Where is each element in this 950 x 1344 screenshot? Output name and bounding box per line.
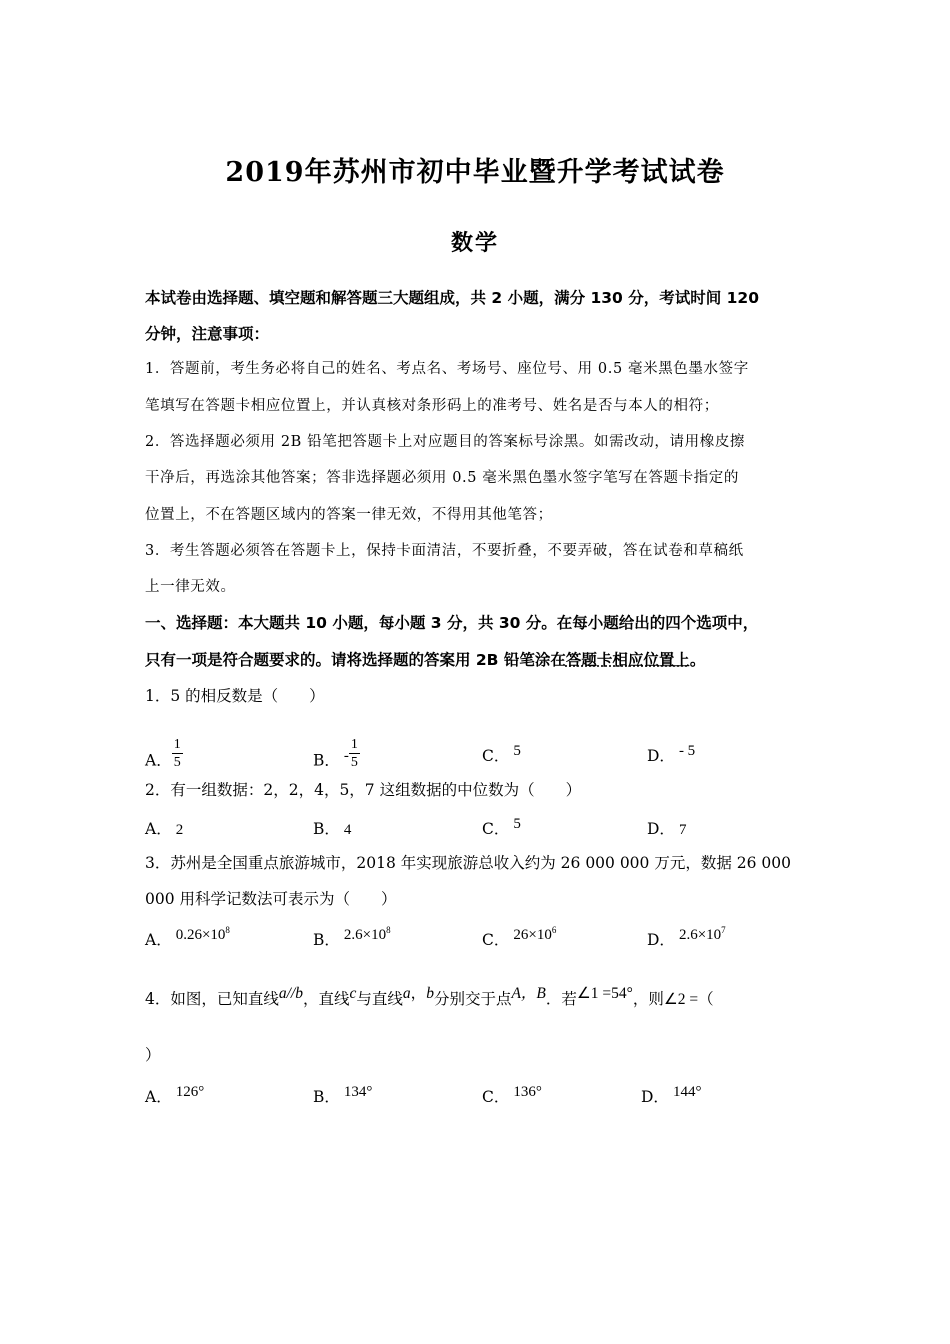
q3-option-d (647, 925, 726, 950)
q2-option-a (145, 817, 183, 839)
q1-option-b-fraction (349, 736, 360, 771)
q1-option-b-denominator: 5 (350, 755, 358, 770)
notice-1-line-2: 笔填写在答题卡相应位置上，并认真核对条形码上的准考号、姓名是否与本人的相符； (145, 398, 719, 414)
notice-3-line-2: 上一律无效。 (145, 579, 236, 595)
q3-option-a-value (176, 927, 230, 943)
q4-option-c (482, 1085, 542, 1107)
q4-angle-2: ∠2 = (663, 991, 699, 1008)
q4-stem-mid-5: ，则 (632, 990, 664, 1008)
q4-option-b-value: 134° (343, 1084, 373, 1100)
q3-option-c (482, 925, 557, 950)
q4-option-c-value: 136° (513, 1084, 542, 1100)
q3-option-b-exponent: 8 (386, 925, 391, 935)
q4-stem-mid-1: ，直线 (303, 990, 350, 1008)
notice-2-line-3: 位置上，不在答题区域内的答案一律无效，不得用其他笔答； (145, 507, 553, 523)
notice-2-line-2: 干净后，再选涂其他答案；答非选择题必须用 0.5 毫米黑色墨水签字笔写在答题卡指定的 (145, 470, 739, 486)
q4-stem-line-1 (145, 984, 810, 1010)
notice-1-line-1: 1．答题前，考生务必将自己的姓名、考点名、考场号、座位号、用 0.5 毫米黑色墨水签字 (145, 361, 749, 377)
q3-option-b-value (344, 927, 391, 943)
q4-parallel-lines: a//b (278, 985, 303, 1002)
q1-option-d (647, 744, 695, 766)
intro-line-1: 本试卷由选择题、填空题和解答题三大题组成，共 2 小题，满分 130 分，考试时间 120 (145, 289, 759, 307)
q4-stem-mid-4: ．若 (545, 990, 577, 1008)
section-1-line-2-pre: 只有一项是符合题要求的。请将选择题的答案用 2B 铅笔涂在 (145, 651, 566, 669)
q4-line-b: b (426, 985, 434, 1002)
q3-option-b-base: 2.6×10 (343, 927, 387, 943)
q3-option-a-label: A． (145, 931, 172, 949)
q3-option-c-label: C． (482, 931, 510, 949)
q1-option-c-value: 5 (513, 743, 521, 759)
q4-option-c-label: C． (482, 1088, 510, 1106)
q1-option-b-label: B． (313, 751, 340, 770)
q4-option-d (641, 1085, 701, 1107)
q4-stem-comma: ， (410, 984, 427, 1002)
q2-option-d (647, 817, 686, 839)
q3-option-a-base: 0.26×10 (175, 927, 226, 943)
notice-3-line-1: 3．考生答题必须答在答题卡上，保持卡面清洁，不要折叠，不要弄破，答在试卷和草稿纸 (145, 543, 744, 559)
notice-2-line-1: 2．答选择题必须用 2B 铅笔把答题卡上对应题目的答案标号涂黑。如需改动，请用橡皮擦 (145, 434, 746, 450)
q1-option-c (482, 744, 521, 766)
q4-points: A，B (511, 985, 546, 1002)
q2-option-c-value: 5 (513, 816, 521, 832)
q3-option-a-exponent: 8 (225, 925, 230, 935)
q4-stem-mid-2: 与直线 (356, 990, 403, 1008)
q2-option-d-value: 7 (678, 822, 687, 838)
q1-option-a (145, 737, 183, 779)
q2-option-b-value: 4 (343, 822, 352, 838)
q4-option-a-label: A． (145, 1088, 172, 1106)
q1-option-a-denominator: 5 (173, 755, 181, 770)
q1-option-b (313, 737, 360, 779)
q3-option-d-value (679, 927, 726, 943)
q3-option-d-base: 2.6×10 (678, 927, 722, 943)
q3-option-c-exponent: 6 (551, 925, 557, 935)
q3-option-c-value (513, 927, 556, 943)
q3-option-d-exponent: 7 (721, 925, 726, 935)
q4-stem-mid-3: 分别交于点 (433, 990, 512, 1008)
q4-option-a (145, 1085, 204, 1107)
q1-option-b-sign: - (343, 747, 349, 764)
q1-option-c-label: C． (482, 747, 510, 765)
q2-option-a-label: A． (145, 820, 172, 838)
exam-title: 2019年苏州市初中毕业暨升学考试试卷 (225, 157, 725, 188)
q1-stem: 1．5 的相反数是（ ） (145, 687, 325, 705)
q3-option-b-label: B． (313, 931, 340, 949)
section-1-line-2-post: 。 (689, 651, 706, 669)
q3-option-d-label: D． (647, 931, 675, 949)
q2-option-b (313, 817, 351, 839)
intro-line-2: 分钟，注意事项： (145, 325, 270, 343)
q4-option-b-label: B． (313, 1088, 340, 1106)
q2-option-c-label: C． (482, 820, 510, 838)
section-1-line-1: 一、选择题：本大题共 10 小题，每小题 3 分，共 30 分。在每小题给出的四个选项中， (145, 614, 759, 632)
q1-option-a-label: A． (145, 751, 172, 770)
q3-option-b (313, 925, 391, 950)
q1-option-d-label: D． (647, 747, 675, 765)
subject-title: 数学 (450, 230, 499, 256)
q4-option-d-label: D． (641, 1088, 669, 1106)
q3-stem-line-2: 000 用科学记数法可表示为（ ） (145, 890, 397, 908)
q2-option-d-label: D． (647, 820, 675, 838)
q2-option-c (482, 817, 521, 839)
q4-option-b (313, 1085, 372, 1107)
q3-option-c-base: 26×10 (513, 927, 552, 943)
q4-stem-open-paren: （ (698, 990, 714, 1008)
section-1-line-2-emphasis: 答题卡相应位置上 (565, 651, 690, 669)
q4-stem-pre: 4．如图，已知直线 (145, 990, 279, 1008)
q4-stem-line-2: ） (145, 1046, 161, 1064)
q1-option-b-numerator: 1 (350, 737, 358, 752)
q1-option-d-value: - 5 (678, 743, 696, 759)
q4-line-a: a (402, 985, 411, 1002)
q4-line-c: c (349, 985, 357, 1002)
section-1-line-2 (145, 650, 810, 670)
q1-option-a-numerator: 1 (173, 737, 181, 752)
q2-option-b-label: B． (313, 820, 340, 838)
q1-option-a-fraction (172, 736, 183, 771)
q2-stem: 2．有一组数据：2，2，4，5，7 这组数据的中位数为（ ） (145, 781, 582, 799)
q3-option-a (145, 925, 230, 950)
q4-angle-1: ∠1 =54° (576, 985, 633, 1002)
q3-stem-line-1: 3．苏州是全国重点旅游城市，2018 年实现旅游总收入约为 26 000 000 万元，数据 26 000 (145, 854, 791, 872)
q4-option-a-value: 126° (175, 1084, 205, 1100)
q4-option-d-value: 144° (672, 1084, 702, 1100)
q2-option-a-value: 2 (175, 822, 184, 838)
